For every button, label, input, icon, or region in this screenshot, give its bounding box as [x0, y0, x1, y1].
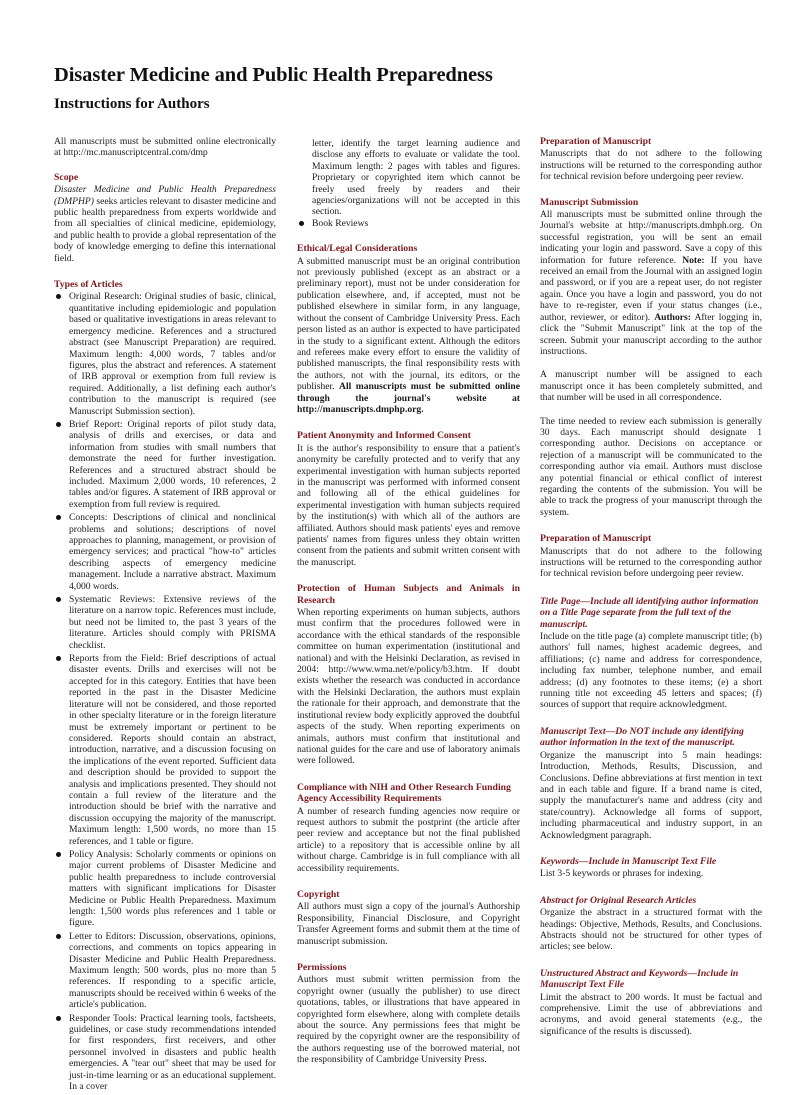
scope-section — [54, 172, 276, 264]
list-item — [297, 218, 520, 229]
bullet-icon — [56, 422, 61, 427]
list-item — [54, 653, 276, 847]
journal-title: Disaster Medicine and Public Health Preparedness — [54, 64, 493, 86]
authors-label: Authors: — [654, 311, 691, 323]
anonymity-paragraph: It is the author's responsibility to ensure that a patient's anonymity be carefully protected and to verify that any experimental investigation with human subjects reported in the manuscript was performed with informed consent and following all of the ethical guidelines for experimental investigation with human subjects required by the institution(s) with which all of the authors are affiliated. Authors should mask patients' eyes and remove patients' names from figures unless they obtain written consent from the patients and submit written consent with the manuscript. — [297, 442, 520, 568]
submission-heading: Manuscript Submission — [540, 196, 639, 208]
list-item-text: Systematic Reviews: Extensive reviews of the literature on a narrow topic. References must include, but need not be limited to, the past 3 years of the literature. Articles should comply with PRISMA checklist. — [69, 594, 276, 651]
journal-name-italic: Disaster Medicine and Public Health Preparedness (DMPHP) — [54, 184, 276, 207]
article-types-list — [54, 291, 276, 1092]
title-page-paragraph: Include on the title page (a) complete manuscript title; (b) authors' full names, highest academic degrees, and affiliations; (c) name and address for correspondence, including fax number, telephone number, and email address; (d) any footnotes to these items; (e) a short running title not exceeding 45 letters and spaces; (f) sources of support that require acknowledgment. — [540, 631, 762, 711]
bullet-icon — [299, 221, 304, 226]
submission-text: All manuscripts must be submitted online through the Journal's website at http://manuscripts.dmhph.org. On successful registration, you will be sent an email indicating your login and password. Save a copy of this information for future reference. — [540, 209, 762, 266]
list-item — [54, 594, 276, 651]
scope-paragraph — [54, 184, 276, 264]
bullet-icon — [56, 656, 61, 661]
manuscript-text-paragraph: Organize the manuscript into 5 main headings: Introduction, Methods, Results, Discussion, and Conclusions. Define abbreviations at first mention in text and in each table and figure. If a brand name is cited, supply the manufacturer's name and address (city and state/country). Acknowledge all forms of support, including pharmaceutical and industry support, in an Acknowledgment paragraph. — [540, 749, 762, 841]
list-item-text: Reports from the Field: Brief descriptions of actual disaster events. Drills and exercises will not be accepted for in this category. Entities that have been reported in the past in the Disaster Medicine literature will not be considered, and those reported in other specialty literature or in the foreign literature must be extremely important or pertinent to be considered. Reports should contain an abstract, introduction, narrative, and a discussion focusing on the implications of the event reported. Sufficient data and description should be provided to support the analysis and implications presented. They should not contain a full review of the literature and the introduction should be brief with the narrative and discussion occupying the majority of the manuscript. Maximum length: 1,500 words, no more than 15 references, and 1 table or figure. — [69, 653, 276, 847]
preparation-paragraph: Manuscripts that do not adhere to the following instructions will be returned to the corresponding author for technical revision before undergoing peer review. — [540, 148, 762, 183]
manuscript-number-paragraph: A manuscript number will be assigned to each manuscript once it has been completely submitted, and that number will be used in all correspondence. — [540, 369, 762, 404]
bullet-icon — [56, 597, 61, 602]
list-item-text: Concepts: Descriptions of clinical and nonclinical problems and solutions; descriptions of novel approaches to planning, management, or provision of emergency services; and practical "how-to" articles describing aspects of emergency medicine management. Include a narrative abstract. Maximum 4,000 words. — [69, 512, 276, 592]
submission-section — [540, 197, 762, 358]
nih-paragraph: A number of research funding agencies now require or request authors to submit the postprint (the article after peer review and acceptance but not the final published article) to a repository that is accessible online by all without charge. Cambridge is in full compliance with all accessibility requirements. — [297, 805, 520, 874]
bullet-icon — [56, 515, 61, 520]
abstract-section — [540, 895, 762, 953]
preparation-paragraph-2: Manuscripts that do not adhere to the following instructions will be returned to the corresponding author for technical revision before undergoing peer review. — [540, 545, 762, 580]
column-2 — [297, 138, 520, 1066]
bullet-icon — [56, 934, 61, 939]
submission-text: After logging in, click the "Submit Manuscript" link at the top of the screen. Submit your manuscript according to the author instructions. — [540, 311, 762, 357]
column-1 — [54, 136, 276, 1095]
keywords-section — [540, 856, 762, 880]
list-item-text: Letter to Editors: Discussion, observations, opinions, corrections, and comments on topics appearing in Disaster Medicine and Public Health Preparedness. Maximum length: 500 words, plus no more than 5 references. If responding to a specific article, manuscripts should be received within 6 weeks of the article's publication. — [69, 930, 276, 1011]
preparation-heading-2: Preparation of Manuscript — [540, 533, 652, 545]
nih-section — [297, 782, 520, 874]
types-section — [54, 279, 276, 1092]
scope-heading: Scope — [54, 171, 79, 183]
list-item — [54, 419, 276, 510]
book-reviews-list — [297, 218, 520, 229]
list-item-text: Brief Report: Original reports of pilot study data, analysis of drills and exercises, or data and information from studies with small numbers that demonstrate the need for further investigation. References and a structured abstract should be included. Maximum 2,000 words, 10 references, 2 tables and/or figures. A statement of IRB approval or exemption from full review is required. — [69, 418, 276, 510]
unstructured-abstract-section — [540, 968, 762, 1037]
unstructured-abstract-heading: Unstructured Abstract and Keywords—Include in Manuscript Text File — [540, 967, 739, 991]
unstructured-abstract-paragraph: Limit the abstract to 200 words. It must be factual and comprehensive. Limit the use of abbreviations and acronyms, and avoid general statements (e.g., the significance of the results is discussed). — [540, 991, 762, 1037]
ethical-bold-text: All manuscripts must be submitted online through the journal's website at http://manuscripts.dmphp.org. — [297, 381, 521, 415]
manuscript-text-section — [540, 726, 762, 841]
column-3 — [540, 136, 762, 1037]
anonymity-section — [297, 430, 520, 568]
title-page-heading: Title Page—Include all identifying author information on a Title Page separate from the full text of the manuscript. — [540, 595, 759, 630]
permissions-heading: Permissions — [297, 962, 347, 973]
ethical-paragraph — [297, 256, 520, 416]
submission-text: If you have received an email from the Journal with an assigned login and password, or if you are a repeat user, do not register again. Once you have a login and password, you do not have to re-register, even if your status changes (i.e., author, reviewer, or editor). — [540, 254, 762, 323]
list-item-text: Responder Tools: Practical learning tools, factsheets, guidelines, or case study recommendations intended for first responders, first receivers, and other personnel involved in disasters and public health emergencies. A "tear out" sheet that may be used for just-in-time learning or as an educational supplement. In a cover — [69, 1012, 276, 1093]
ethical-section — [297, 243, 520, 415]
nih-heading: Compliance with NIH and Other Research Funding Agency Accessibility Requirements — [297, 781, 511, 805]
anonymity-heading: Patient Anonymity and Informed Consent — [297, 430, 471, 442]
preparation-heading: Preparation of Manuscript — [540, 136, 652, 147]
list-item-text: Original Research: Original studies of basic, clinical, quantitative including epidemiologic and population based or qualitative investigations in areas relevant to emergency medicine. References and a structured abstract (see Manuscript Preparation) are required. Maximum length: 4,000 words, 7 tables and/or figures, plus the abstract and references. A statement of IRB approval or exemption from full review is required. Additionally, a list defining each author's contribution to the manuscript is required (see Manuscript Submission section). — [69, 291, 276, 417]
list-item — [54, 512, 276, 592]
ethical-heading: Ethical/Legal Considerations — [297, 243, 418, 255]
protection-section — [297, 583, 520, 767]
list-item — [54, 291, 276, 416]
copyright-section — [297, 889, 520, 947]
document-subtitle: Instructions for Authors — [54, 96, 210, 112]
copyright-paragraph: All authors must sign a copy of the journal's Authorship Responsibility, Financial Disclosure, and Copyright Transfer Agreement forms and submit them at the time of manuscript submission. — [297, 901, 520, 947]
permissions-paragraph: Authors must submit written permission from the copyright owner (usually the publisher) to use direct quotations, tables, or illustrations that have appeared in copyrighted form elsewhere, along with complete details about the source. Any permissions fees that might be required by the copyright owner are the responsibility of the authors requesting use of the borrowed material, not the responsibility of Cambridge University Press. — [297, 974, 520, 1066]
protection-paragraph: When reporting experiments on human subjects, authors must confirm that the procedures followed were in accordance with the ethical standards of the responsible committee on human experimentation (institutional and national) and with the Helsinki Declaration, as revised in 2004: http://www.wma.net/e/policy/b3.htm. If doubt exists whether the research was conducted in accordance with the Helsinki Declaration, the authors must explain the rationale for their approach, and demonstrate that the institutional review body explicitly approved the doubtful aspects of the study. When reporting experiments on animals, authors must confirm that institutional and national guides for the care and use of laboratory animals were followed. — [297, 607, 520, 767]
note-label: Note: — [682, 254, 705, 266]
keywords-paragraph: List 3-5 keywords or phrases for indexing. — [540, 868, 704, 880]
bullet-icon — [56, 1016, 61, 1021]
list-item — [54, 931, 276, 1011]
responder-tools-continuation: letter, identify the target learning audience and disclose any efforts to evaluate or validate the tool. Maximum length: 2 pages with tables and figures. Proprietary or copyrighted item which cannot be freely used freely by readers and their agencies/organizations will not be accepted in this section. — [312, 138, 520, 218]
list-item — [54, 849, 276, 929]
preparation-section-2 — [540, 533, 762, 580]
title-page-section — [540, 596, 762, 711]
submission-paragraph — [540, 209, 762, 357]
list-item-text: Book Reviews — [312, 217, 369, 229]
keywords-heading: Keywords—Include in Manuscript Text File — [540, 855, 717, 867]
list-item-text: Policy Analysis: Scholarly comments or opinions on major current problems of Disaster Medicine and public health preparedness to include controversial matters with significant implications for Disaster Medicine or Public Health Preparedness. Maximum length: 1,500 words plus references and 1 table or figure. — [69, 848, 276, 929]
ethical-text: A submitted manuscript must be an original contribution not previously published (except as an abstract or a preliminary report), must not be under consideration for publication elsewhere, and, if accepted, must not be published elsewhere in similar form, in any language, without the consent of Cambridge University Press. Each person listed as an author is expected to have participated in the study to a significant extent. Although the editors and referees make every effort to ensure the validity of published manuscripts, the final responsibility rests with the authors, not with the journal, its editors, or the publisher. — [297, 255, 520, 393]
abstract-heading: Abstract for Original Research Articles — [540, 894, 697, 906]
abstract-paragraph: Organize the abstract in a structured format with the headings: Objective, Methods, Results, and Conclusions. Abstracts should not be structured for other types of articles; see below. — [540, 907, 762, 953]
copyright-heading: Copyright — [297, 888, 340, 900]
permissions-section — [297, 962, 520, 1066]
protection-heading: Protection of Human Subjects and Animals in Research — [297, 583, 520, 606]
review-time-paragraph: The time needed to review each submission is generally 30 days. Each manuscript should designate 1 corresponding author. Decisions on acceptance or rejection of a manuscript will be communicated to the corresponding author via email. Authors must disclose any potential financial or ethical conflict of interest regarding the contents of the submission. You will be able to track the progress of your manuscript through the system. — [540, 415, 762, 518]
bullet-icon — [56, 852, 61, 857]
submission-intro: All manuscripts must be submitted online electronically at http://mc.manuscriptcentral.com/dmp — [54, 136, 276, 159]
types-heading: Types of Articles — [54, 279, 123, 291]
manuscript-text-heading: Manuscript Text—Do NOT include any identifying author information in the text of the manuscript. — [540, 725, 744, 749]
list-item — [54, 1013, 276, 1093]
bullet-icon — [56, 294, 61, 299]
scope-text: seeks articles relevant to disaster medicine and public health preparedness from experts worldwide and from all specialties of clinical medicine, epidemiology, and public health to provide a global representation of the body of knowledge emerging to define this international field. — [54, 195, 276, 264]
